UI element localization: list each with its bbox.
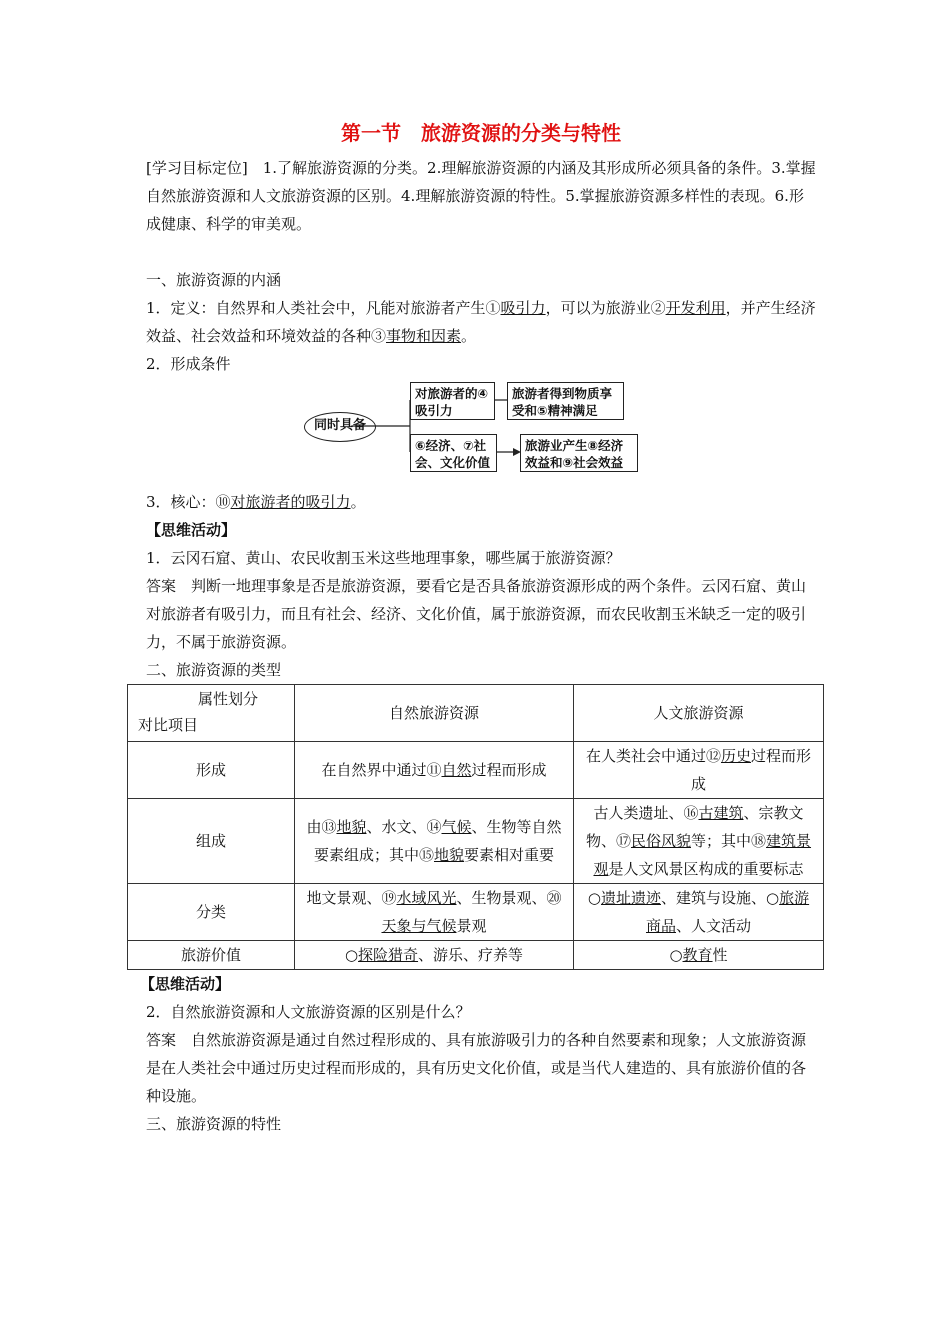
activity2-heading: 【思维活动】 xyxy=(140,975,231,993)
column-header-natural: 自然旅游资源 xyxy=(295,685,574,742)
row-label: 分类 xyxy=(128,884,295,941)
table-row xyxy=(128,941,824,970)
objectives-text: 1.了解旅游资源的分类。2.理解旅游资源的内涵及其形成所必须具备的条件。3.掌握自然旅游资源和人文旅游资源的区别。4.理解旅游资源的特性。5.掌握旅游资源多样性的表现。6.形成健康、科学的审美观。 xyxy=(146,159,816,233)
table-row xyxy=(128,799,824,884)
table-cell: 古人类遗址、⑯古建筑、宗教文物、⑰民俗风貌等；其中⑱建筑景观是人文风景区构成的重要标志 xyxy=(574,799,824,884)
formation-diagram xyxy=(146,382,816,482)
objectives-label: [学习目标定位] xyxy=(146,159,248,177)
row-label: 组成 xyxy=(128,799,295,884)
table-cell: ○遗址遗迹、建筑与设施、○旅游商品、人文活动 xyxy=(574,884,824,941)
row-label: 形成 xyxy=(128,742,295,799)
table-cell: 由⑬地貌、水文、⑭气候、生物等自然要素组成；其中⑮地貌要素相对重要 xyxy=(295,799,574,884)
formation-heading: 2．形成条件 xyxy=(146,355,231,373)
corner-top-label: 属性划分 xyxy=(197,690,258,708)
diagram-box-satisfaction: 旅游者得到物质享受和⑤精神满足 xyxy=(507,382,624,420)
column-header-cultural: 人文旅游资源 xyxy=(574,685,824,742)
section2-heading: 二、旅游资源的类型 xyxy=(146,661,282,679)
table-header-row xyxy=(128,685,824,742)
activity2-question: 2．自然旅游资源和人文旅游资源的区别是什么？ xyxy=(146,1003,471,1021)
section1-heading: 一、旅游资源的内涵 xyxy=(146,271,282,289)
page-title: 第一节 旅游资源的分类与特性 xyxy=(341,121,621,145)
table-corner-cell xyxy=(128,685,295,742)
table-row xyxy=(128,884,824,941)
learning-objectives xyxy=(146,154,816,238)
activity2-answer: 答案 自然旅游资源是通过自然过程形成的、具有旅游吸引力的各种自然要素和现象；人文旅游资源是在人类社会中通过历史过程而形成的，具有历史文化价值，或是当代人建造的、具有旅游价值的各种设施。 xyxy=(146,1031,807,1105)
definition-paragraph: 1．定义：自然界和人类社会中，凡能对旅游者产生①吸引力，可以为旅游业②开发利用，并产生经济效益、社会效益和环境效益的各种③事物和因素。 xyxy=(146,299,816,345)
activity1-heading: 【思维活动】 xyxy=(146,521,237,539)
row-label: 旅游价值 xyxy=(128,941,295,970)
blank-answer: 事物和因素 xyxy=(386,327,462,345)
diagram-box-attraction: 对旅游者的④吸引力 xyxy=(410,382,495,420)
diagram-box-benefit: 旅游业产生⑧经济效益和⑨社会效益 xyxy=(520,434,638,472)
core-paragraph: 3．核心：⑩对旅游者的吸引力。 xyxy=(146,493,366,511)
table-cell: ○探险猎奇、游乐、疗养等 xyxy=(295,941,574,970)
activity1-question: 1．云冈石窟、黄山、农民收割玉米这些地理事象，哪些属于旅游资源？ xyxy=(146,549,621,567)
table-cell: ○教育性 xyxy=(574,941,824,970)
comparison-table xyxy=(127,684,824,970)
table-row xyxy=(128,742,824,799)
document-page xyxy=(138,118,816,1138)
table-cell: 在人类社会中通过⑫历史过程而形成 xyxy=(574,742,824,799)
table-cell: 在自然界中通过⑪自然过程而形成 xyxy=(295,742,574,799)
corner-bottom-label: 对比项目 xyxy=(138,716,199,734)
diagram-center-oval: 同时具备 xyxy=(304,412,376,442)
activity1-answer: 答案 判断一地理事象是否是旅游资源，要看它是否具备旅游资源形成的两个条件。云冈石窟、黄山对旅游者有吸引力，而且有社会、经济、文化价值，属于旅游资源，而农民收割玉米缺乏一定的吸引力，不属于旅游资源。 xyxy=(146,577,807,651)
diagram-box-value: ⑥经济、⑦社会、文化价值 xyxy=(410,434,497,472)
table-cell: 地文景观、⑲水域风光、生物景观、⑳天象与气候景观 xyxy=(295,884,574,941)
blank-answer: 吸引力 xyxy=(500,299,546,317)
blank-answer: 开发利用 xyxy=(665,299,726,317)
section3-heading: 三、旅游资源的特性 xyxy=(146,1115,282,1133)
blank-answer: 对旅游者的吸引力 xyxy=(230,493,351,511)
